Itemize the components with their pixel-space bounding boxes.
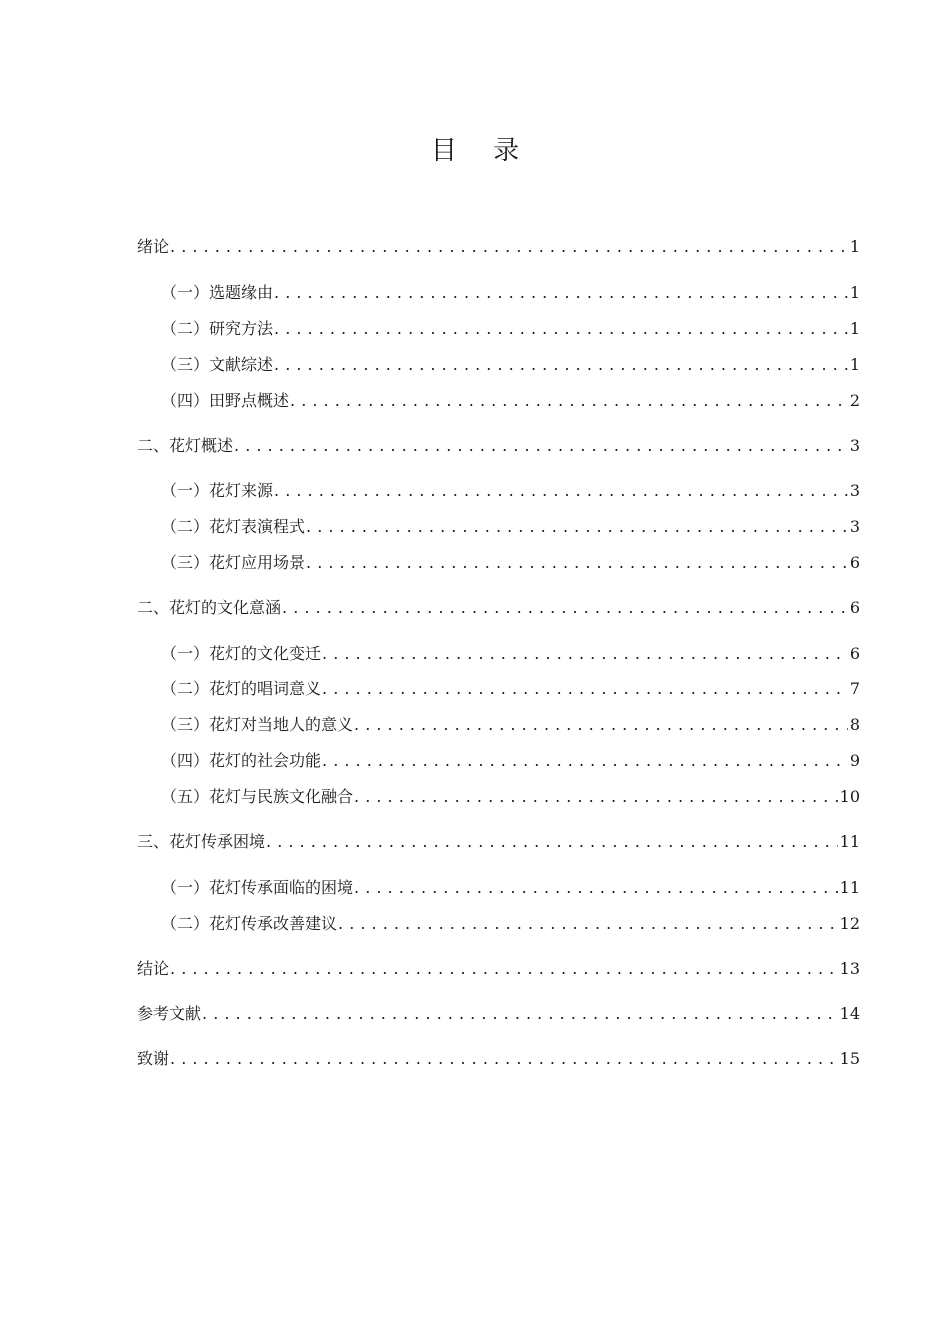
toc-entry-label: （一）花灯的文化变迁 [161, 644, 322, 663]
toc-dot-leader [354, 876, 838, 900]
toc-dot-leader [234, 434, 848, 458]
toc-entry-label: 参考文献 [137, 1004, 202, 1023]
toc-entry-label: （二）研究方法 [161, 319, 274, 338]
toc-entry[interactable] [161, 551, 860, 575]
toc-entry-page-number: 6 [849, 553, 860, 572]
page-title: 目 录 [430, 136, 534, 166]
toc-entry-page-number: 11 [839, 878, 860, 897]
toc-entry-label: 三、花灯传承困境 [137, 832, 266, 851]
toc-entry-page-number: 1 [849, 237, 860, 256]
toc-entry[interactable] [161, 389, 860, 413]
toc-entry[interactable] [137, 596, 860, 620]
toc-entry[interactable] [161, 515, 860, 539]
toc-dot-leader [354, 785, 838, 809]
toc-entry[interactable] [161, 713, 860, 737]
toc-entry-label: （二）花灯传承改善建议 [161, 914, 338, 933]
toc-entry-page-number: 3 [849, 436, 860, 455]
toc-entry-label: 绪论 [137, 237, 170, 256]
toc-entry[interactable] [137, 1047, 860, 1071]
toc-entry-page-number: 2 [849, 391, 860, 410]
toc-entry-label: 致谢 [137, 1049, 170, 1068]
toc-entry-page-number: 1 [849, 355, 860, 374]
toc-entry-page-number: 9 [849, 751, 860, 770]
toc-dot-leader [354, 713, 848, 737]
toc-entry-page-number: 1 [849, 283, 860, 302]
toc-dot-leader [338, 912, 838, 936]
toc-entry-label: 二、花灯概述 [137, 436, 234, 455]
toc-dot-leader [170, 957, 838, 981]
toc-dot-leader [322, 677, 848, 701]
toc-dot-leader [274, 317, 848, 341]
toc-entry-page-number: 15 [839, 1049, 860, 1068]
toc-entry[interactable] [161, 353, 860, 377]
toc-entry-label: （三）花灯对当地人的意义 [161, 715, 354, 734]
toc-entry[interactable] [161, 876, 860, 900]
toc-entry-page-number: 6 [849, 644, 860, 663]
toc-entry[interactable] [137, 434, 860, 458]
toc-dot-leader [290, 389, 848, 413]
toc-dot-leader [202, 1002, 838, 1026]
toc-dot-leader [306, 515, 848, 539]
toc-dot-leader [274, 353, 848, 377]
toc-entry[interactable] [161, 281, 860, 305]
toc-dot-leader [170, 1047, 838, 1071]
toc-entry-page-number: 13 [839, 959, 860, 978]
toc-entry-page-number: 7 [849, 679, 860, 698]
toc-dot-leader [274, 479, 848, 503]
toc-entry[interactable] [137, 957, 860, 981]
toc-entry-page-number: 11 [839, 832, 860, 851]
toc-entry-label: （四）田野点概述 [161, 391, 290, 410]
toc-entry[interactable] [137, 830, 860, 854]
toc-dot-leader [306, 551, 848, 575]
toc-entry-page-number: 8 [849, 715, 860, 734]
toc-entry-label: （一）花灯来源 [161, 481, 274, 500]
toc-entry-label: （三）文献综述 [161, 355, 274, 374]
toc-entry-page-number: 1 [849, 319, 860, 338]
toc-entry-page-number: 6 [849, 598, 860, 617]
toc-entry-page-number: 12 [839, 914, 860, 933]
toc-entry-label: （五）花灯与民族文化融合 [161, 787, 354, 806]
toc-dot-leader [274, 281, 848, 305]
toc-entry-label: （二）花灯的唱词意义 [161, 679, 322, 698]
toc-entry-label: （四）花灯的社会功能 [161, 751, 322, 770]
toc-entry-page-number: 14 [839, 1004, 860, 1023]
toc-dot-leader [322, 642, 848, 666]
toc-entry-label: （三）花灯应用场景 [161, 553, 306, 572]
toc-dot-leader [266, 830, 838, 854]
toc-entry[interactable] [161, 677, 860, 701]
toc-dot-leader [282, 596, 848, 620]
toc-entry[interactable] [161, 479, 860, 503]
toc-entry-label: 结论 [137, 959, 170, 978]
toc-entry-label: （一）花灯传承面临的困境 [161, 878, 354, 897]
toc-entry-label: （一）选题缘由 [161, 283, 274, 302]
toc-entry[interactable] [161, 317, 860, 341]
toc-entry-label: （二）花灯表演程式 [161, 517, 306, 536]
toc-entry[interactable] [161, 785, 860, 809]
toc-entry-label: 二、花灯的文化意涵 [137, 598, 282, 617]
toc-entry-page-number: 3 [849, 481, 860, 500]
toc-entry-page-number: 3 [849, 517, 860, 536]
toc-entry[interactable] [137, 235, 860, 259]
toc-entry[interactable] [161, 912, 860, 936]
toc-dot-leader [170, 235, 848, 259]
toc-entry[interactable] [161, 642, 860, 666]
toc-dot-leader [322, 749, 848, 773]
toc-entry[interactable] [161, 749, 860, 773]
toc-entry[interactable] [137, 1002, 860, 1026]
toc-entry-page-number: 10 [839, 787, 860, 806]
